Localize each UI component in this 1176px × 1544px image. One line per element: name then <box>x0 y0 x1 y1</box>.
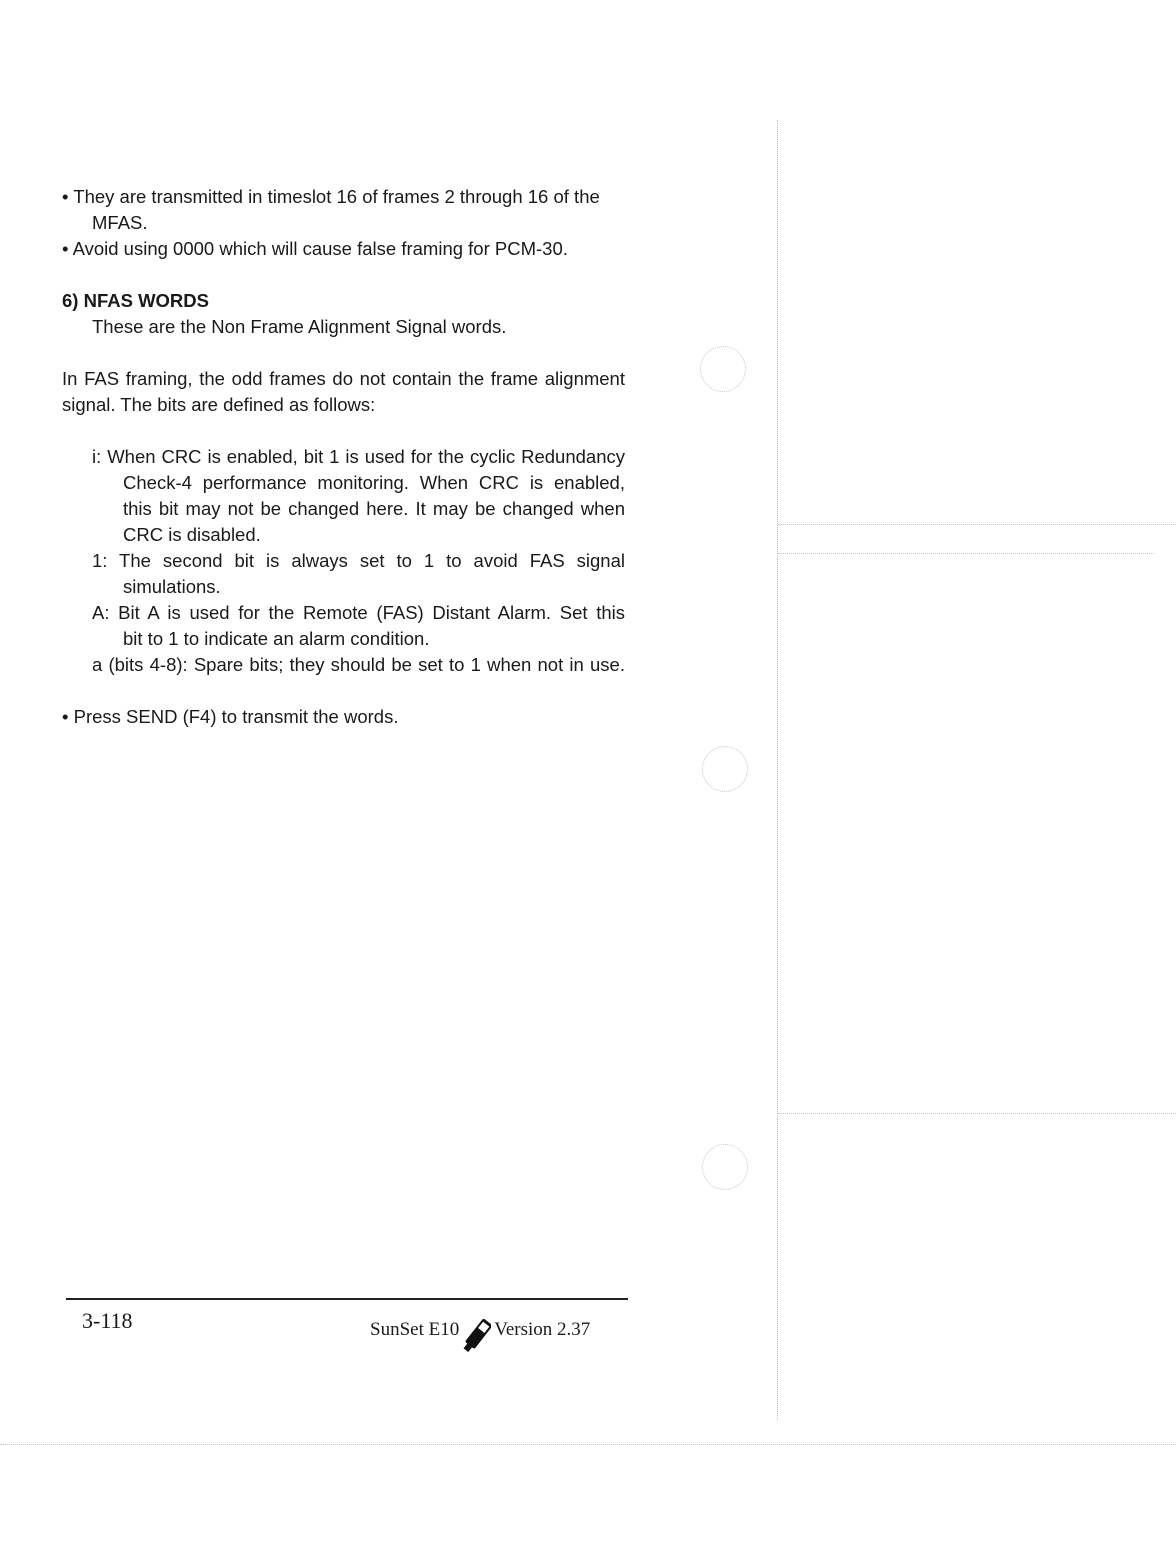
footer-rule <box>66 1298 628 1300</box>
bullet-continuation: MFAS. <box>92 212 148 233</box>
section-heading: 6) NFAS WORDS <box>62 290 209 311</box>
binder-hole <box>700 346 746 392</box>
binder-margin-line <box>777 120 778 1420</box>
scan-dotted-line <box>778 524 1176 525</box>
scan-dotted-line <box>778 1113 1176 1114</box>
scan-dotted-line <box>0 1444 1176 1445</box>
binder-hole <box>702 746 748 792</box>
page-number: 3-118 <box>82 1308 133 1333</box>
bullet-text: • Press SEND (F4) to transmit the words. <box>62 706 399 727</box>
definition-continuation: bit to 1 to indicate an alarm condition. <box>123 628 430 649</box>
handheld-tester-icon <box>463 1316 491 1356</box>
binder-hole <box>702 1144 748 1190</box>
footer-product <box>370 1310 590 1350</box>
definition-item-1: 1: The second bit is always set to 1 to avoid FAS signal <box>92 550 625 571</box>
product-name: SunSet E10 <box>370 1319 460 1340</box>
paragraph-line: In FAS framing, the odd frames do not contain the frame alignment <box>62 368 625 389</box>
definition-item-i: i: When CRC is enabled, bit 1 is used for the cyclic Redundancy <box>92 446 625 467</box>
paragraph-line: signal. The bits are defined as follows: <box>62 394 376 415</box>
bullet-text: • They are transmitted in timeslot 16 of frames 2 through 16 of the <box>62 186 600 207</box>
scan-dotted-line <box>778 553 1154 554</box>
definition-continuation: Check-4 performance monitoring. When CRC is enabled, <box>123 472 625 493</box>
definition-continuation: this bit may not be changed here. It may be changed when <box>123 498 625 519</box>
version-text: Version 2.37 <box>494 1319 591 1340</box>
definition-continuation: simulations. <box>123 576 221 597</box>
bullet-text: • Avoid using 0000 which will cause false framing for PCM-30. <box>62 238 568 259</box>
section-intro: These are the Non Frame Alignment Signal words. <box>92 316 507 337</box>
definition-item-a: a (bits 4-8): Spare bits; they should be set to 1 when not in use. <box>92 654 625 675</box>
definition-item-A: A: Bit A is used for the Remote (FAS) Distant Alarm. Set this <box>92 602 625 623</box>
definition-continuation: CRC is disabled. <box>123 524 261 545</box>
